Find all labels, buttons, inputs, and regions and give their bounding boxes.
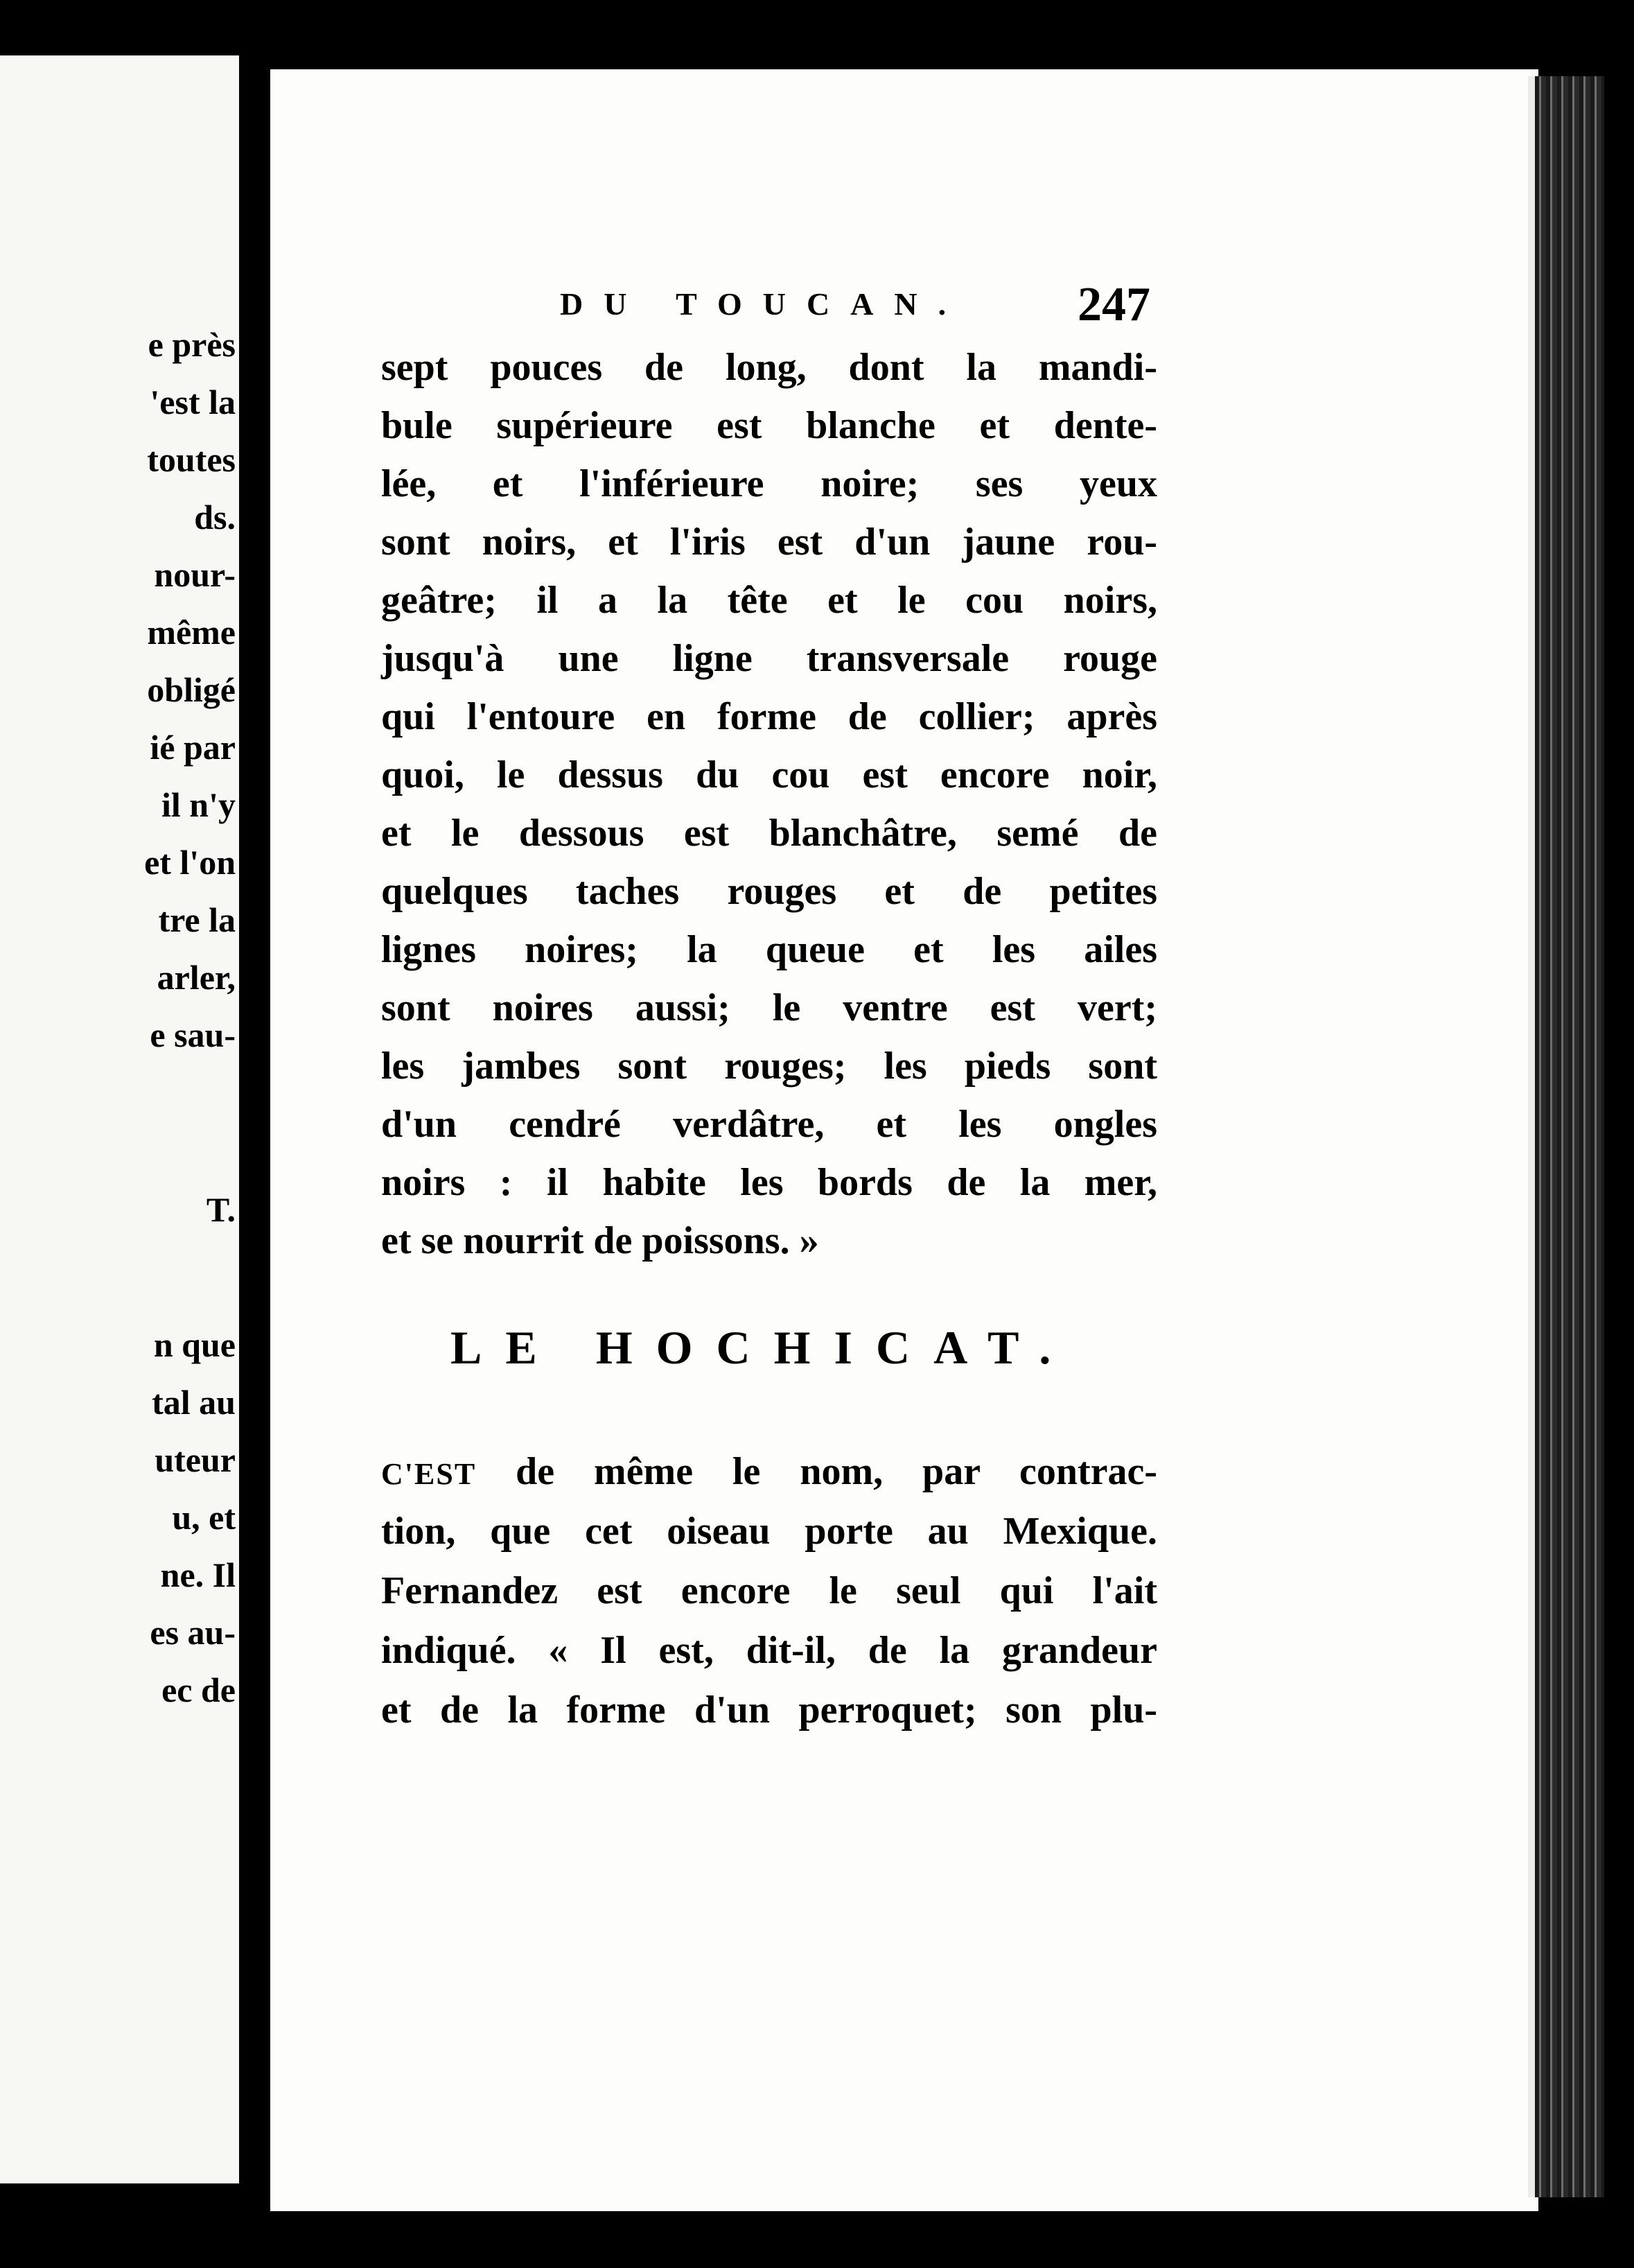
text-line: jusqu'à une ligne transversale rouge	[381, 637, 1157, 680]
left-page-fragment: il n'y	[161, 785, 236, 824]
text-line: Fernandez est encore le seul qui l'ait	[381, 1569, 1157, 1612]
text-line: et de la forme d'un perroquet; son plu-	[381, 1689, 1157, 1731]
left-page-fragment: e sau-	[150, 1015, 236, 1054]
left-page-fragment: uteur	[155, 1440, 236, 1479]
left-page-fragment: toutes	[147, 440, 236, 479]
text-line: d'un cendré verdâtre, et les ongles	[381, 1103, 1157, 1146]
paragraph-hochicat-description	[381, 1442, 1157, 1740]
left-page-fragment: même	[147, 613, 236, 652]
left-page-fragment: obligé	[147, 670, 236, 709]
text-line: et se nourrit de poissons. »	[381, 1219, 819, 1262]
left-page-fragment: tre la	[158, 900, 236, 939]
text-line: qui l'entoure en forme de collier; après	[381, 695, 1157, 738]
text-line: sont noirs, et l'iris est d'un jaune rou-	[381, 521, 1157, 564]
left-page-fragment: e près	[148, 325, 236, 364]
left-page-fragment: T.	[206, 1190, 236, 1229]
text-line: quoi, le dessus du cou est encore noir,	[381, 753, 1157, 796]
text-line: noirs : il habite les bords de la mer,	[381, 1161, 1157, 1204]
left-page-fragment: n que	[153, 1325, 236, 1364]
text-line: et le dessous est blanchâtre, semé de	[381, 812, 1157, 855]
left-page-fragment: ec de	[161, 1671, 236, 1709]
text-line: sont noires aussi; le ventre est vert;	[381, 986, 1157, 1029]
left-page-fragment: nour-	[154, 555, 236, 594]
left-page-fragment: arler,	[157, 958, 236, 997]
text-line: lée, et l'inférieure noire; ses yeux	[381, 462, 1157, 505]
text-line: indiqué. « Il est, dit-il, de la grandeur	[381, 1629, 1157, 1672]
text-line: geâtre; il a la tête et le cou noirs,	[381, 579, 1157, 622]
text-line-continuation: de même le nom, par contrac-	[476, 1450, 1157, 1493]
left-page-fragment: et l'on	[144, 843, 236, 882]
text-line: quelques taches rouges et de petites	[381, 870, 1157, 913]
text-line: les jambes sont rouges; les pieds sont	[381, 1045, 1157, 1088]
page-stack-edge	[1535, 76, 1604, 2197]
left-page-fragment: es au-	[150, 1613, 236, 1652]
text-line: sept pouces de long, dont la mandi-	[381, 346, 1157, 389]
text-line: lignes noires; la queue et les ailes	[381, 928, 1157, 971]
left-page-fragment: 'est la	[150, 383, 236, 421]
paragraph-toucan-description	[381, 338, 1157, 1270]
left-page	[0, 55, 239, 2183]
text-line: bule supérieure est blanche et dente-	[381, 404, 1157, 447]
left-page-fragment: ds.	[194, 498, 236, 537]
left-page-fragment: tal au	[152, 1383, 236, 1422]
text-line	[381, 1442, 1157, 1501]
section-title: LE HOCHICAT.	[450, 1321, 1075, 1374]
page-number: 247	[1078, 278, 1150, 331]
left-page-fragment: u, et	[172, 1498, 236, 1537]
running-head: DU TOUCAN.	[560, 286, 967, 322]
left-page-fragment: ié par	[150, 728, 236, 767]
text-line: tion, que cet oiseau porte au Mexique.	[381, 1510, 1157, 1553]
small-caps-opening: C'EST	[381, 1457, 477, 1491]
left-page-fragment: ne. Il	[160, 1555, 236, 1594]
book-gutter	[239, 0, 270, 2268]
